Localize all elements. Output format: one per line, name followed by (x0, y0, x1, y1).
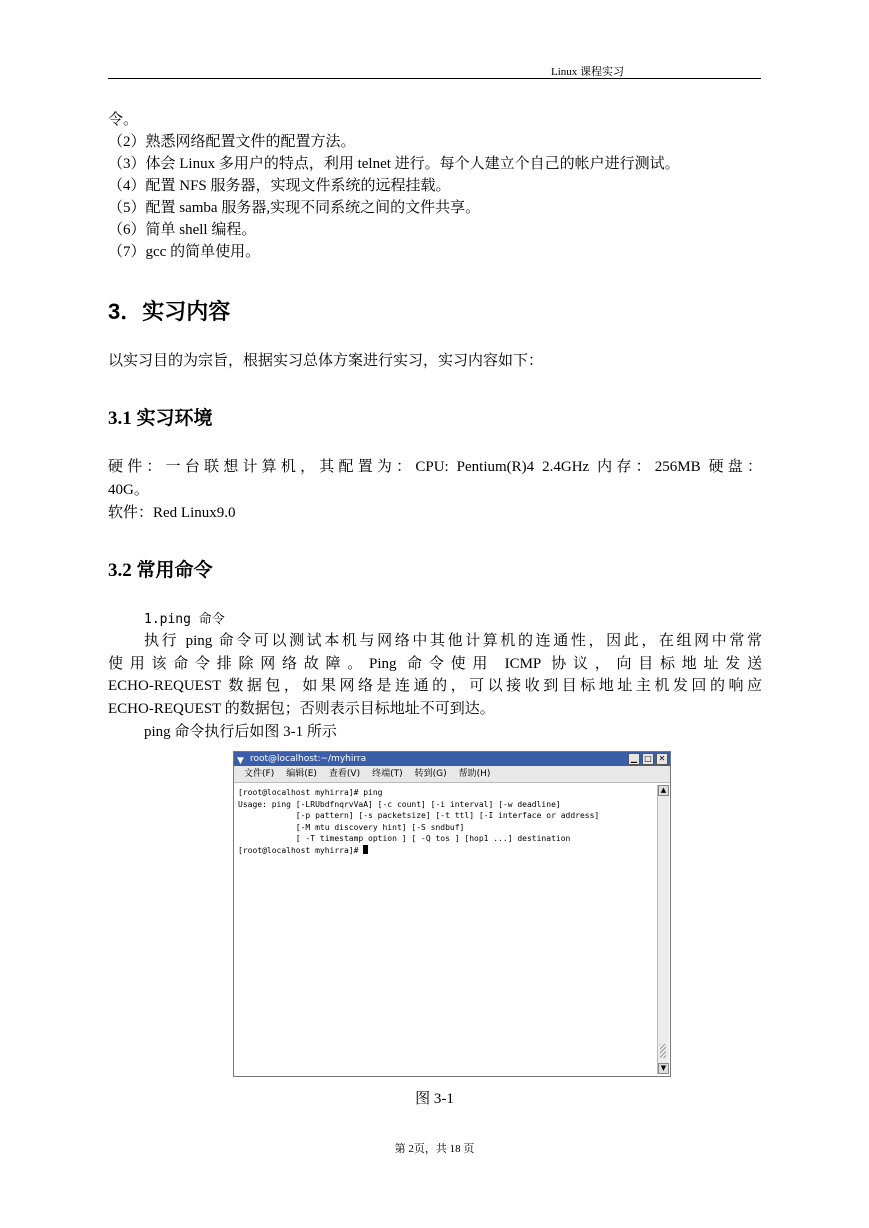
objective-line: （4）配置 NFS 服务器，实现文件系统的远程挂载。 (108, 178, 451, 194)
software-line: 软件：Red Linux9.0 (108, 505, 236, 521)
terminal-line: [root@localhost myhirra]# (238, 845, 364, 855)
paragraph-line: 使用该命令排除网络故障。Ping 命令使用 ICMP 协议，向目标地址发送 (108, 655, 762, 672)
running-header: Linux 课程实习 (550, 66, 624, 78)
paragraph-line: ECHO-REQUEST 的数据包；否则表示目标地址不可到达。 (108, 700, 495, 717)
page-footer: 第 2页，共 18 页 (394, 1143, 475, 1155)
terminal-line: Usage: ping [-LRUbdfnqrvVaA] [-c count] [-i interval] [-w deadline] (238, 799, 561, 809)
menu-file: 文件(F) (244, 769, 275, 779)
objective-line: （7）gcc 的简单使用。 (108, 244, 261, 260)
terminal-screenshot (233, 751, 671, 1077)
terminal-prompt (238, 845, 654, 857)
paragraph-line: 执行 ping 命令可以测试本机与网络中其他计算机的连通性，因此，在组网中常常 (144, 633, 762, 649)
menu-help: 帮助(H) (458, 769, 491, 779)
terminal-menubar (234, 766, 670, 783)
menu-edit: 编辑(E) (286, 769, 317, 779)
hardware-line: 硬件：一台联想计算机，其配置为：CPU: Pentium(R)4 2.4GHz 内存：256MB 硬盘： (108, 459, 762, 475)
menu-terminal: 终端(T) (372, 769, 403, 779)
hardware-paragraph (108, 456, 762, 501)
objective-line: （6）简单 shell 编程。 (108, 222, 257, 238)
section-heading-3-1: 3.1 实习环境 (108, 408, 213, 429)
scroll-up-icon: ▲ (658, 785, 669, 796)
objective-line: （5）配置 samba 服务器,实现不同系统之间的文件共享。 (108, 200, 481, 216)
figure-reference: ping 命令执行后如图 3-1 所示 (144, 724, 337, 740)
objective-line: （3）体会 Linux 多用户的特点，利用 telnet 进行。每个人建立个自己的帐户进行测试。 (108, 156, 680, 172)
terminal-title: root@localhost:~/myhirra (250, 754, 367, 764)
section-intro: 以实习目的为宗旨，根据实习总体方案进行实习，实习内容如下： (108, 353, 544, 369)
terminal-titlebar (234, 752, 670, 766)
terminal-line: [-p pattern] [-s packetsize] [-t ttl] [-I interface or address] (238, 811, 600, 820)
figure-caption: 图 3-1 (415, 1091, 454, 1107)
scroll-down-icon: ▼ (658, 1063, 669, 1074)
minimize-icon: ▁ (628, 753, 640, 765)
hardware-line: 40G。 (108, 481, 149, 498)
terminal-scrollbar (657, 785, 669, 1074)
menu-view: 查看(V) (328, 769, 361, 779)
paragraph-line: ECHO-REQUEST 数据包，如果网络是连通的，可以接收到目标地址主机发回的响应 (108, 678, 762, 694)
maximize-icon: □ (642, 753, 654, 765)
text-cursor (363, 845, 368, 854)
terminal-output (236, 785, 656, 1074)
objective-line: 令。 (108, 112, 139, 128)
command-item-title: 1.ping 命令 (144, 612, 225, 627)
terminal-line: [-M mtu discovery hint] [-S sndbuf] (238, 822, 465, 832)
menu-go: 转到(G) (414, 769, 447, 779)
terminal-line: [root@localhost myhirra]# ping (238, 788, 383, 797)
close-icon: ✕ (656, 753, 668, 765)
section-heading-3: 3．实习内容 (108, 299, 231, 324)
resize-grip-icon (660, 1044, 666, 1058)
terminal-line: [ -T timestamp option ] [ -Q tos ] [hop1 ...] destination (238, 834, 571, 843)
header-rule (108, 78, 761, 79)
ping-paragraph (108, 630, 762, 720)
window-menu-icon: ▼ (237, 756, 244, 766)
section-heading-3-2: 3.2 常用命令 (108, 560, 213, 581)
objective-line: （2）熟悉网络配置文件的配置方法。 (108, 134, 356, 150)
